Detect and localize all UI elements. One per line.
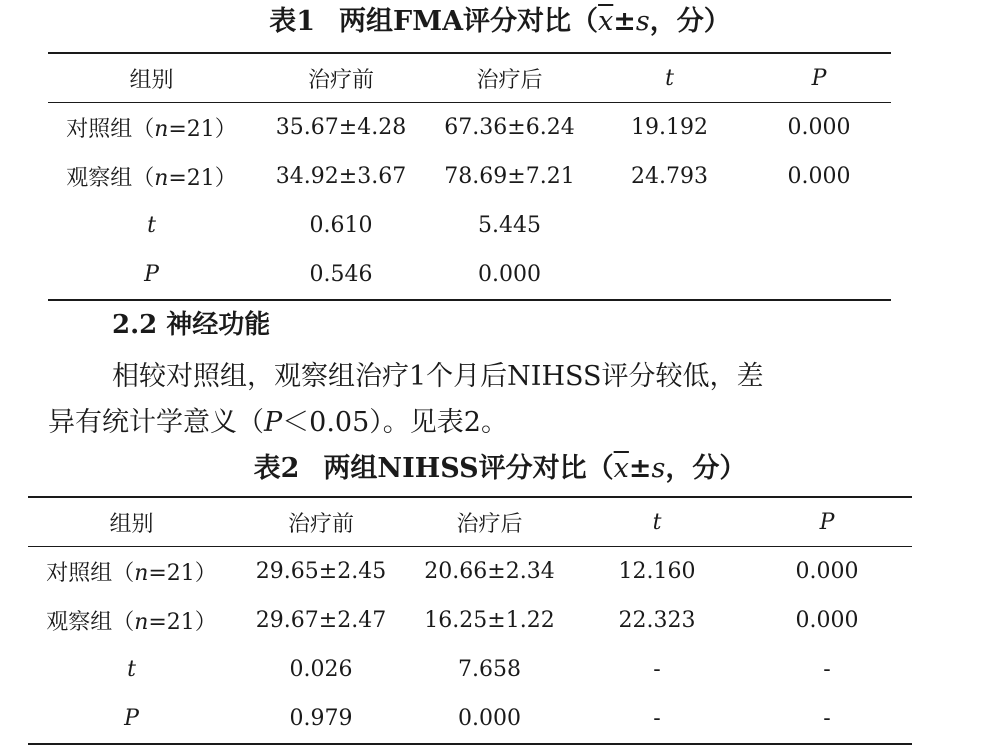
table-header-row — [28, 497, 912, 547]
column-header-after: 治疗后 — [407, 497, 572, 547]
table2-caption-mean-symbol: $\overline{x}$ — [613, 453, 629, 484]
table-row — [48, 201, 891, 250]
after-cell: 0.000 — [478, 262, 541, 287]
table-row — [28, 694, 912, 744]
after-cell: 67.36±6.24 — [444, 115, 575, 140]
t-cell — [592, 201, 747, 250]
table-header-row — [48, 53, 891, 103]
column-header-group: 组别 — [28, 497, 235, 547]
group-cell: 观察组（n=21） — [66, 166, 237, 191]
p-cell: 0.000 — [795, 608, 859, 633]
t-cell: - — [653, 657, 661, 682]
p-cell: 0.000 — [787, 115, 851, 140]
table1-caption-sd-symbol: s — [635, 6, 650, 37]
before-cell: 0.546 — [309, 262, 373, 287]
table1-caption-title: 两组FMA评分对比（ — [339, 6, 599, 37]
after-cell: 16.25±1.22 — [424, 608, 555, 633]
table1-caption-mean-symbol: $\overline{x}$ — [598, 6, 614, 37]
p-cell — [747, 201, 891, 250]
t-cell — [592, 250, 747, 300]
paragraph-line-1: 相较对照组，观察组治疗1个月后NIHSS评分较低，差 — [112, 361, 764, 392]
p-cell — [747, 250, 891, 300]
group-cell: 对照组（n=21） — [66, 117, 237, 142]
column-header-t: t — [572, 497, 742, 547]
table2-caption-pm: ± — [628, 453, 652, 484]
table-row — [28, 645, 912, 694]
group-cell: 对照组（n=21） — [46, 561, 217, 586]
t-cell: 19.192 — [631, 115, 708, 140]
table-row — [48, 152, 891, 201]
p-cell: 0.000 — [795, 559, 859, 584]
column-header-t: t — [592, 53, 747, 103]
table-row — [48, 250, 891, 300]
after-cell: 20.66±2.34 — [424, 559, 555, 584]
table1 — [48, 52, 891, 301]
before-cell: 34.92±3.67 — [275, 164, 407, 189]
table2-caption-sd-symbol: s — [651, 453, 666, 484]
table1-caption-number: 表1 — [269, 6, 316, 37]
before-cell: 0.026 — [289, 657, 353, 682]
before-cell: 29.67±2.47 — [255, 608, 387, 633]
p-cell: 0.000 — [787, 164, 851, 189]
after-cell: 5.445 — [478, 213, 541, 238]
column-header-group: 组别 — [48, 53, 255, 103]
t-cell: 24.793 — [631, 164, 708, 189]
table-row — [28, 547, 912, 597]
after-cell: 78.69±7.21 — [444, 164, 575, 189]
paragraph-text: 异有统计学意义（ — [48, 407, 264, 438]
after-cell: 0.000 — [458, 706, 521, 731]
stat-label-cell: P — [144, 262, 159, 287]
p-cell: - — [823, 706, 831, 731]
table2-caption-unit: ，分） — [665, 453, 747, 484]
column-header-p: P — [742, 497, 912, 547]
after-cell: 7.658 — [458, 657, 521, 682]
stat-label-cell: t — [127, 657, 136, 682]
t-cell: 12.160 — [618, 559, 696, 584]
column-header-p: P — [747, 53, 891, 103]
table2 — [28, 496, 912, 745]
section-heading: 2.2 神经功能 — [112, 310, 271, 340]
paragraph-line-2 — [48, 405, 508, 441]
group-cell: 观察组（n=21） — [46, 610, 217, 635]
before-cell: 29.65±2.45 — [255, 559, 387, 584]
table1-caption — [0, 4, 1000, 40]
t-cell: - — [653, 706, 661, 731]
p-cell: - — [823, 657, 831, 682]
table2-caption-title: 两组NIHSS评分对比（ — [323, 453, 614, 484]
table2-caption-number: 表2 — [253, 453, 300, 484]
before-cell: 0.610 — [309, 213, 373, 238]
column-header-after: 治疗后 — [427, 53, 592, 103]
table-row — [28, 596, 912, 645]
column-header-before: 治疗前 — [235, 497, 407, 547]
before-cell: 0.979 — [289, 706, 353, 731]
table1-caption-pm: ± — [613, 6, 636, 37]
stat-label-cell: P — [124, 706, 139, 731]
stat-label-cell: t — [147, 213, 156, 238]
paragraph-text: ＜0.05）。见表2。 — [282, 407, 508, 438]
column-header-before: 治疗前 — [255, 53, 427, 103]
table-row — [48, 103, 891, 153]
table1-caption-unit: ，分） — [649, 6, 731, 37]
before-cell: 35.67±4.28 — [275, 115, 407, 140]
p-symbol: P — [264, 407, 283, 438]
table2-caption — [0, 451, 1000, 487]
t-cell: 22.323 — [618, 608, 696, 633]
